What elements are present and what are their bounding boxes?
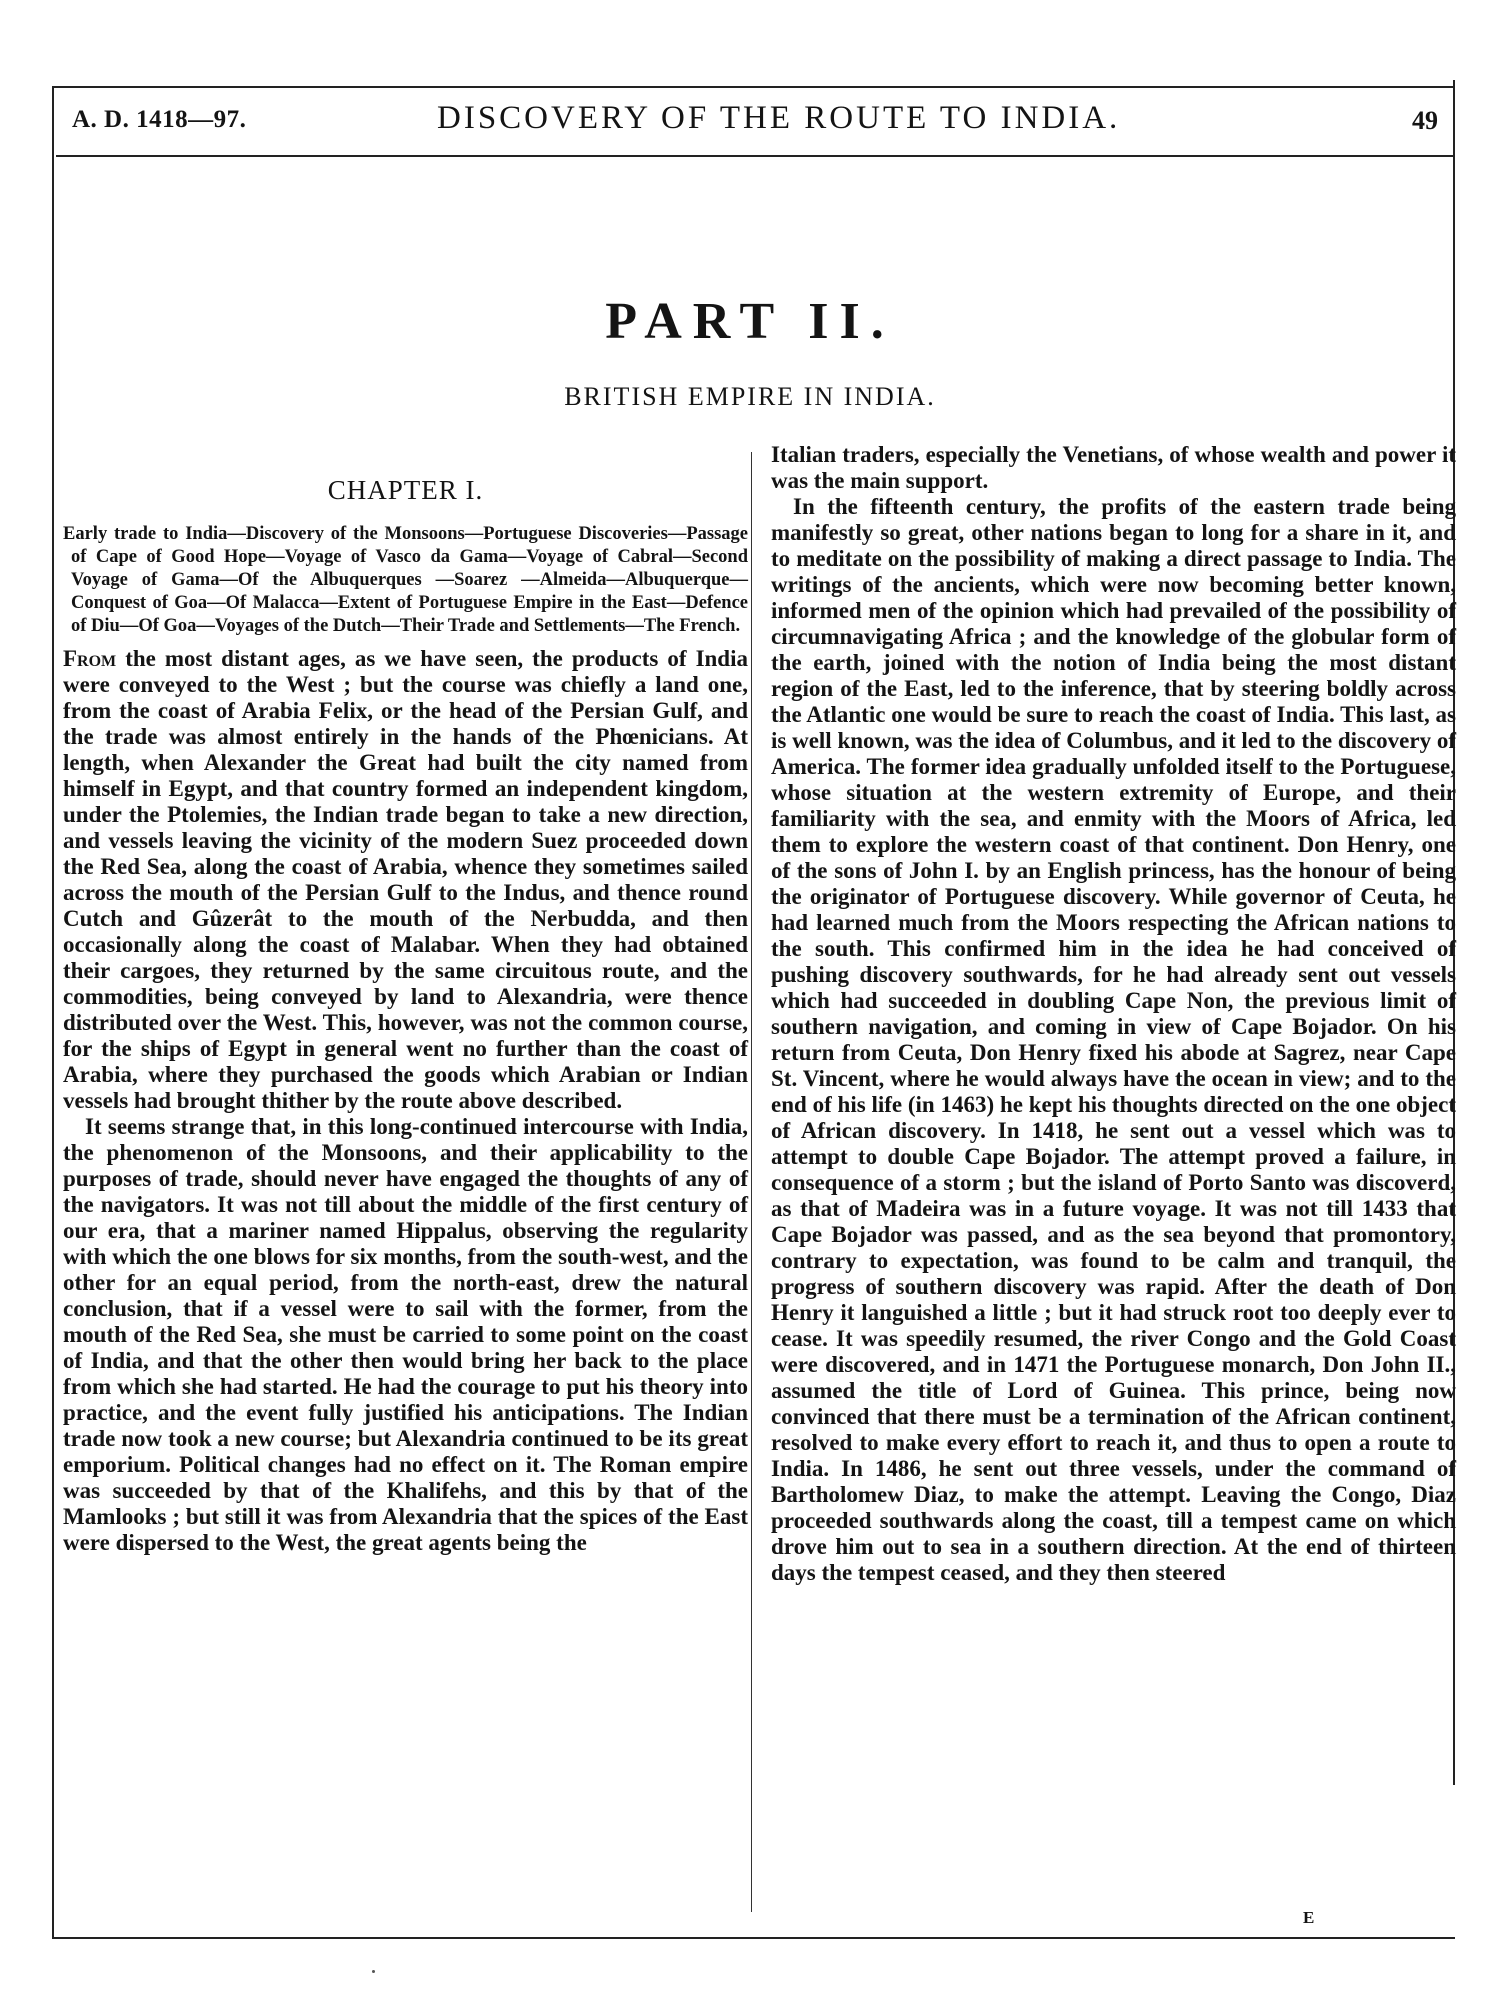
header-date-range: A. D. 1418—97. — [72, 106, 247, 133]
left-column — [63, 442, 748, 1556]
column-divider — [751, 452, 752, 1912]
right-paragraph-2: In the fifteenth century, the profits of the eastern trade being manifestly so great, other nations began to long for a share in it, and to meditate on the possibility of making a direct passage to India. The writings of the ancients, which were now becoming better known, informed men of the opinion which had prevailed of the possibility of circumnavigating Africa ; and the knowledge of the globular form of the earth, joined with the notion of India being the most distant region of the East, led to the inference, that by steering boldly across the Atlantic one would be sure to reach the coast of India. This last, as is well known, was the idea of Columbus, and it led to the discovery of America. The former idea gradually unfolded itself to the Portuguese, whose situation at the western extremity of Europe, and their familiarity with the sea, and enmity with the Moors of Africa, led them to explore the western coast of that continent. Don Henry, one of the sons of John I. by an English princess, has the honour of being the originator of Portuguese discovery. While governor of Ceuta, he had learned much from the Moors respecting the African nations to the south. This confirmed him in the idea he had conceived of pushing discovery southwards, for he had already sent out vessels which had succeeded in doubling Cape Non, the previous limit of southern navigation, and coming in view of Cape Bojador. On his return from Ceuta, Don Henry fixed his abode at Sagrez, near Cape St. Vincent, where he would always have the ocean in view; and to the end of his life (in 1463) he kept his thoughts directed on the one object of African discovery. In 1418, he sent out a vessel which was to attempt to double Cape Bojador. The attempt proved a failure, in consequence of a storm ; but the island of Porto Santo was discoverd, as that of Madeira was in a future voyage. It was not till 1433 that Cape Bojador was passed, and as the sea beyond that promontory, contrary to expectation, was found to be calm and tranquil, the progress of southern discovery was rapid. After the death of Don Henry it languished a little ; but it had struck root too deeply ever to cease. It was speedily resumed, the river Congo and the Gold Coast were discovered, and in 1471 the Portuguese monarch, Don John II., assumed the title of Lord of Guinea. This prince, being now convinced that there must be a termination of the African continent, resolved to make every effort to reach it, and thus to open a route to India. In 1486, he sent out three vessels, under the command of Bartholomew Diaz, to make the attempt. Leaving the Congo, Diaz proceeded southwards along the coast, till a tempest came on which drove him out to sea in a southern direction. At the end of thirteen days the tempest ceased, and they then steered — [771, 494, 1456, 1585]
running-header — [72, 98, 1442, 148]
page-number: 49 — [1412, 106, 1438, 135]
chapter-title: CHAPTER I. — [327, 475, 484, 505]
right-column — [771, 442, 1456, 1586]
signature-mark: E — [1303, 1908, 1315, 1927]
chapter-synopsis: Early trade to India—Discovery of the Monsoons—Portuguese Discoveries—Passage of Cape of Good Hope—Voyage of Vasco da Gama—Voyage of Cabral—Second Voyage of Gama—Of the Albuquerques —Soarez —Almeida—Albuquerque—Conquest of Goa—Of Malacca—Extent of Portuguese Empire in the East—Defence of Diu—Of Goa—Voyages of the Dutch—Their Trade and Settlements—The French. — [63, 524, 748, 636]
left-paragraph-1 — [63, 646, 748, 1114]
speck — [372, 1970, 375, 1973]
header-title: DISCOVERY OF THE ROUTE TO INDIA. — [437, 100, 1121, 136]
right-paragraph-1: Italian traders, especially the Venetians, of whose wealth and power it was the main support. — [771, 442, 1456, 493]
left-paragraph-1-text: the most distant ages, as we have seen, the products of India were conveyed to the West ; but the course was chiefly a land one, from the coast of Arabia Felix, or the head of the Persian Gulf, and the trade was almost entirely in the hands of the Phœnicians. At length, when Alexander the Great had built the city named from himself in Egypt, and that country formed an independent kingdom, under the Ptolemies, the Indian trade began to take a new direction, and vessels leaving the vicinity of the modern Suez proceeded down the Red Sea, along the coast of Arabia, whence they sometimes sailed across the mouth of the Persian Gulf to the Indus, and thence round Cutch and Gûzerât to the mouth of the Nerbudda, and then occasionally along the coast of Malabar. When they had obtained their cargoes, they returned by the same circuitous route, and the commodities, being conveyed by land to Alexandria, were thence distributed over the West. This, however, was not the common course, for the ships of Egypt in general went no further than the coast of Arabia, where they purchased the goods which Arabian or Indian vessels had brought thither by the route above described. — [63, 646, 748, 1113]
part-subtitle: BRITISH EMPIRE IN INDIA. — [564, 382, 936, 411]
header-rule — [56, 155, 1453, 157]
drop-lead-word: From — [63, 646, 117, 671]
left-paragraph-2: It seems strange that, in this long-continued intercourse with India, the phenomenon of the Monsoons, and their applicability to the purposes of trade, should never have engaged the thoughts of any of the navigators. It was not till about the middle of the first century of our era, that a mariner named Hippalus, observing the regularity with which the one blows for six months, from the south-west, and the other for an equal period, from the north-east, drew the natural conclusion, that if a vessel were to sail with the former, from the mouth of the Red Sea, she must be carried to some point on the coast of India, and that the other then would bring her back to the place from which she had started. He had the courage to put his theory into practice, and the event fully justified his anticipations. The Indian trade now took a new course; but Alexandria continued to be its great emporium. Political changes had no effect on it. The Roman empire was succeeded by that of the Khalifehs, and this by that of the Mamlooks ; but still it was from Alexandria that the spices of the East were dispersed to the West, the great agents being the — [63, 1114, 748, 1555]
part-title: PART II. — [605, 293, 895, 350]
